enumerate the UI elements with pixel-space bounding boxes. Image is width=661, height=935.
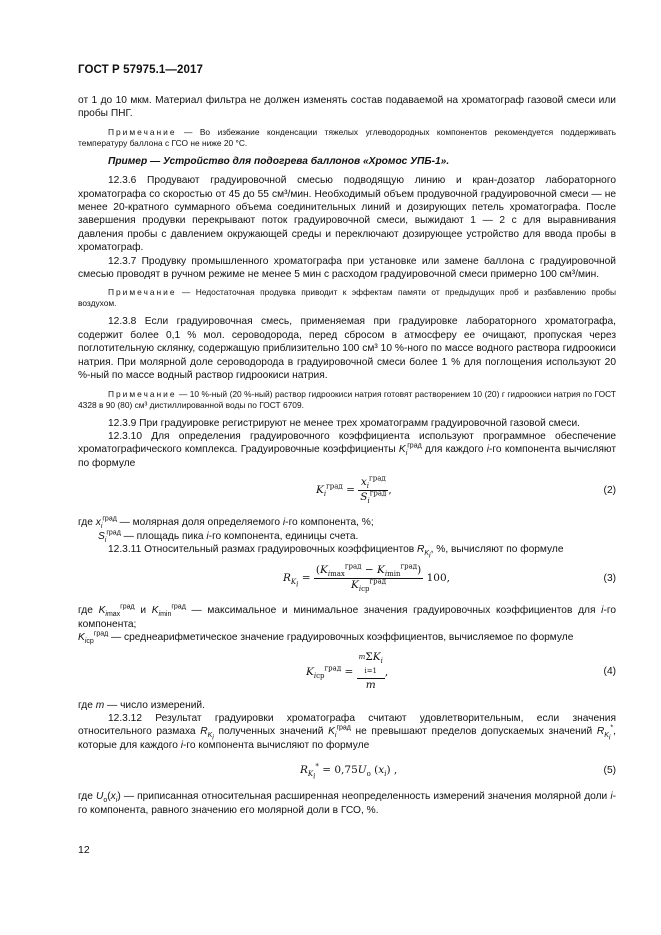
formula-number: (3)	[603, 573, 616, 585]
definition: где m — число измерений.	[78, 699, 205, 711]
document-body	[78, 94, 616, 817]
note	[78, 389, 616, 411]
formula-number: (2)	[603, 485, 616, 497]
paragraph-12-3-10: 12.3.10 Для определения градуировочного коэффициента используют программное обеспечение хроматографического комплекса. Градуировочные коэффициенты $K_i^{град}$ для каждого i-го компонента вычисляют по формуле	[78, 430, 617, 469]
note-label: Примечание	[108, 388, 177, 399]
document-header: ГОСТ Р 57975.1—2017	[78, 64, 203, 76]
paragraph: от 1 до 10 мкм. Материал фильтра не должен изменять состав подаваемой на хроматограф газовой смеси или пробы ПНГ.	[78, 95, 616, 120]
paragraph-12-3-6: 12.3.6 Продувают градуировочной смесью подводящую линию и кран-дозатор лабораторного хроматографа со скоростью от 45 до 55 см³/мин. Необходимый объем продувочной градуировочной смеси — не менее 20-кратного суммарного объема соединительных линий и дозирующих петель хроматографа. После завершения продувки перекрывают поток градуировочной смеси, выжидают 1 — 2 с для выравнивания давления пробы с давлением окружающей среды и переключают дозирующее устройство для ввода пробы в хроматограф.	[78, 175, 616, 254]
formula-3: $R_{K_i}$ = $\frac{(K_{imax}^{град} - K_{imin}^{град})}{K_{iср}^{град}}$ 100, (3)	[283, 562, 616, 593]
definition: где $K_{imax}^{град}$ и $K_{imin}^{град}$ — максимальное и минимальное значения градуировочных коэффициентов для i-го компонента;	[78, 603, 616, 630]
page-number: 12	[78, 844, 90, 856]
definition: $K_{iср}^{град}$ — среднеарифметическое значение градуировочных коэффициентов, вычисляемое по формуле	[78, 630, 574, 646]
definition: где $x_i^{град}$ — молярная доля определяемого i-го компонента, %;	[78, 515, 374, 531]
formula-2: $K_i^{град}$ = $\frac{x_i^{град}}{S_i^{град}}$ , (2)	[316, 474, 616, 505]
formula-number: (5)	[603, 765, 616, 777]
note-text: — 10 %-ный (20 %-ный) раствор гидроокиси натрия готовят растворением 10 (20) г гидроокиси натрия по ГОСТ 4328 в 90 (80) см³ дистиллированной воды по ГОСТ 6709.	[78, 388, 616, 410]
note-label: Примечание	[108, 287, 177, 298]
definition: $S_i^{град}$ — площадь пика i-го компонента, единицы счета.	[98, 529, 359, 544]
note-label: Примечание	[108, 126, 177, 137]
paragraph-12-3-11: 12.3.11 Относительный размах градуировочных коэффициентов $R_{K_i}$, %, вычисляют по формуле	[108, 543, 564, 560]
paragraph-12-3-9: 12.3.9 При градуировке регистрируют не менее трех хроматограмм градуировочной газовой смеси.	[108, 417, 581, 429]
note-text: — Во избежание конденсации тяжелых углеводородных компонентов рекомендуется поддерживать температуру баллона с ГСО не ниже 20 °С.	[78, 126, 616, 148]
definitions	[78, 516, 616, 543]
formula-4: $K_{iср}^{град}$ = $^m\Sigma K_i$ i=1 m , (4)	[306, 650, 616, 692]
paragraph-12-3-8: 12.3.8 Если градуировочная смесь, применяемая при градуировке лабораторного хроматографа, содержит более 0,1 % мол. сероводорода, перед сбросом в атмосферу ее очищают, пропуская через поглотительную склянку, содержащую приблизительно 100 см³ 10 %-ного по массе водного раствора гидроокиси натрия. При молярной доле сероводорода в градуировочной смеси более 1 % для поглощения используют 20 %-ный по массе водный раствор гидроокиси натрия.	[78, 316, 616, 382]
formula-number: (4)	[603, 665, 616, 677]
note-text: — Недостаточная продувка приводит к эффектам памяти от предыдущих проб и разбавлению пробы воздухом.	[78, 287, 616, 309]
note	[78, 287, 616, 309]
definition: где $U_о(x_i)$ — приписанная относительная расширенная неопределенность измерений значения молярной доли i-го компонента, равного значению его молярной доли в ГСО, %.	[78, 791, 616, 816]
note	[78, 127, 616, 149]
paragraph-12-3-7: 12.3.7 Продувку промышленного хроматографа при установке или замене баллона с градуировочной смесью проводят в ручном режиме не менее 5 мин с расходом градуировочной смеси примерно 100 см³/мин.	[78, 255, 616, 281]
formula-5: $R_{K_i}^* = 0,75U_о$ $(x_i)$ , (5)	[300, 762, 616, 781]
paragraph-12-3-12: 12.3.12 Результат градуировки хроматографа считают удовлетворительным, если значения относительного размаха $R_{K_i}$ полученных значений $K_i^{град}$ не превышают пределов допускаемых значений $R_{K_i}^*$, которые для каждого i-го компонента вычисляют по формуле	[78, 712, 616, 751]
example: Пример — Устройство для подогрева баллонов «Хромос УПБ-1».	[108, 155, 450, 167]
